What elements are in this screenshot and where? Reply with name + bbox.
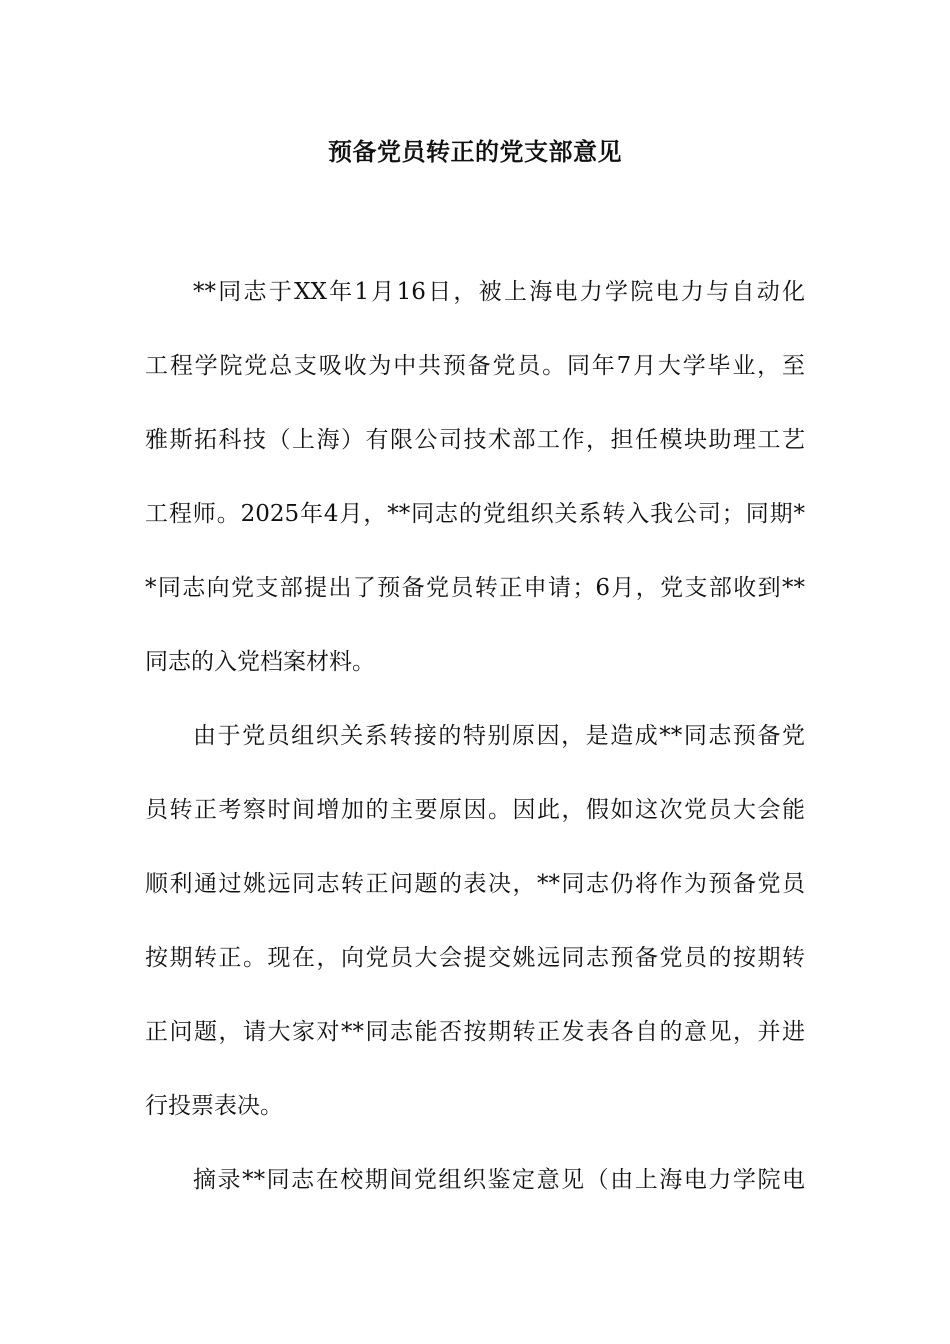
text-line: 顺利通过姚远同志转正问题的表决，**同志仍将作为预备党员 [145,871,805,897]
paragraph-1 [145,255,805,699]
document-body [145,255,805,1217]
text-line: 员转正考察时间增加的主要原因。因此，假如这次党员大会能 [145,797,805,823]
text-line: 行投票表决。 [145,1093,283,1119]
text-line: 按期转正。现在，向党员大会提交姚远同志预备党员的按期转 [145,945,805,971]
text-line: 由于党员组织关系转接的特别原因，是造成**同志预备党 [193,723,805,749]
document-title: 预备党员转正的党支部意见 [328,137,622,166]
text-line: 摘录**同志在校期间党组织鉴定意见（由上海电力学院电 [193,1167,805,1193]
text-line: **同志于XX年1月16日，被上海电力学院电力与自动化 [193,279,805,305]
paragraph-3 [145,1143,805,1217]
text-line: *同志向党支部提出了预备党员转正申请；6月，党支部收到** [145,575,805,601]
text-line: 同志的入党档案材料。 [145,649,375,675]
text-line: 雅斯拓科技（上海）有限公司技术部工作，担任模块助理工艺 [145,427,805,453]
text-line: 正问题，请大家对**同志能否按期转正发表各自的意见，并进 [145,1019,805,1045]
text-line: 工程学院党总支吸收为中共预备党员。同年7月大学毕业，至 [145,353,805,379]
paragraph-2 [145,699,805,1143]
text-line: 工程师。2025年4月，**同志的党组织关系转入我公司；同期* [145,501,805,527]
